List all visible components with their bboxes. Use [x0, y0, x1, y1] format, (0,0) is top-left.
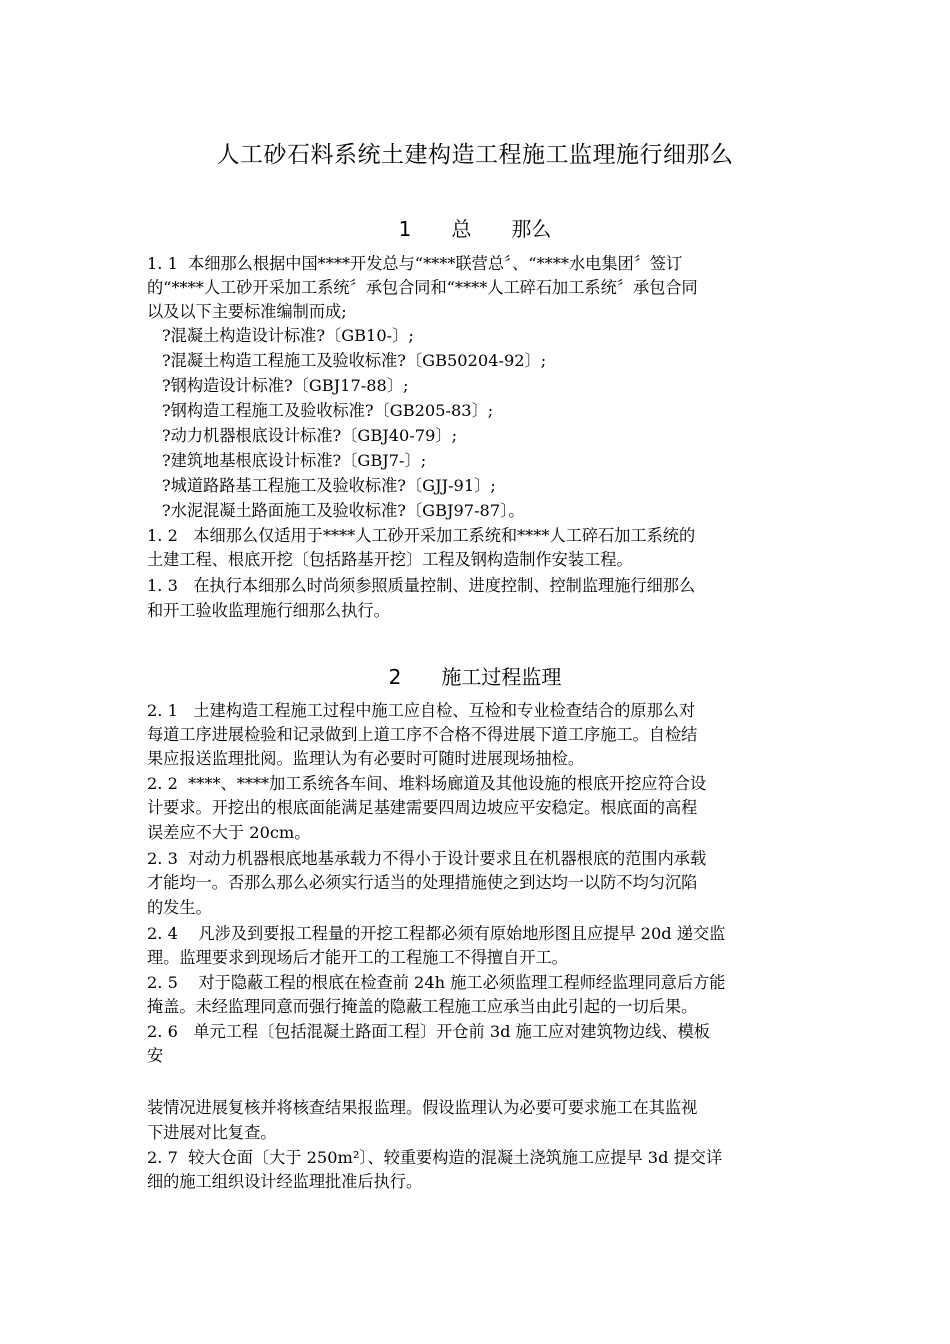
paragraph-line: 安 [147, 1046, 164, 1065]
paragraph-line: 细的施工组织设计经监理批准后执行。 [147, 1172, 423, 1191]
paragraph-line: 每道工序进展检验和记录做到上道工序不合格不得进展下道工序施工。自检结 [147, 725, 698, 744]
paragraph-line: 2. 5 对于隐蔽工程的根底在检查前 24h 施工必须监理工程师经监理同意后方能 [147, 973, 726, 992]
paragraph-line: 1. 3 在执行本细那么时尚须参照质量控制、进度控制、控制监理施行细那么 [147, 576, 696, 595]
paragraph-line: 的“****人工砂开采加工系统〞承包合同和“****人工碎石加工系统〞承包合同 [147, 278, 698, 297]
paragraph-line: 2. 1 土建构造工程施工过程中施工应自检、互检和专业检查结合的原那么对 [147, 701, 696, 720]
paragraph-line: 2. 2 ****、****加工系统各车间、堆料场廊道及其他设施的根底开挖应符合设 [147, 774, 707, 793]
paragraph-line: 2. 4 凡涉及到要报工程量的开挖工程都必须有原始地形图且应提早 20d 递交监 [147, 924, 726, 943]
paragraph-line: 1. 2 本细那么仅适用于****人工砂开采加工系统和****人工碎石加工系统的 [147, 526, 696, 545]
standard-list-item: ?混凝土构造设计标准?〔GB10-〕; [162, 326, 414, 345]
standard-list-item: ?水泥混凝土路面施工及验收标准?〔GBJ97-87〕。 [162, 501, 525, 520]
paragraph-line: 土建工程、根底开挖〔包括路基开挖〕工程及钢构造制作安装工程。 [147, 550, 633, 569]
paragraph-line: 果应报送监理批阅。监理认为有必要时可随时进展现场抽检。 [147, 749, 585, 768]
paragraph-line: 掩盖。未经监理同意而强行掩盖的隐蔽工程施工应承当由此引起的一切后果。 [147, 997, 698, 1016]
paragraph-line: 装情况进展复核并将核查结果报监理。假设监理认为必要可要求施工在其监视 [147, 1098, 698, 1117]
paragraph-line: 才能均一。否那么那么必须实行适当的处理措施使之到达均一以防不均匀沉陷 [147, 873, 698, 892]
paragraph-line: 理。监理要求到现场后才能开工的工程施工不得擅自开工。 [147, 948, 568, 967]
paragraph-line: 2. 7 较大仓面〔大于 250m²〕、较重要构造的混凝土浇筑施工应提早 3d 提交详 [147, 1148, 723, 1167]
paragraph-line: 和开工验收监理施行细那么执行。 [147, 601, 390, 620]
section-1-heading: 1 总 那么 [398, 217, 552, 241]
standard-list-item: ?城道路路基工程施工及验收标准?〔GJJ-91〕; [162, 476, 496, 495]
standard-list-item: ?钢构造工程施工及验收标准?〔GB205-83〕; [162, 401, 494, 420]
paragraph-line: 计要求。开挖出的根底面能满足基建需要四周边坡应平安稳定。根底面的高程 [147, 798, 698, 817]
paragraph-line: 下进展对比复查。 [147, 1123, 277, 1142]
standard-list-item: ?钢构造设计标准?〔GBJ17-88〕; [162, 376, 409, 395]
paragraph-line: 1. 1 本细那么根据中国****开发总与“****联营总〞、“****水电集团〞签订 [147, 254, 683, 273]
paragraph-line: 的发生。 [147, 898, 212, 917]
standard-list-item: ?动力机器根底设计标准?〔GBJ40-79〕; [162, 426, 458, 445]
document-title: 人工砂石料系统土建构造工程施工监理施行细那么 [216, 142, 734, 168]
paragraph-line: 2. 6 单元工程〔包括混凝土路面工程〕开仓前 3d 施工应对建筑物边线、模板 [147, 1022, 710, 1041]
paragraph-line: 2. 3 对动力机器根底地基承载力不得小于设计要求且在机器根底的范围内承载 [147, 849, 707, 868]
standard-list-item: ?建筑地基根底设计标准?〔GBJ7-〕; [162, 451, 427, 470]
paragraph-line: 误差应不大于 20cm。 [147, 823, 311, 842]
paragraph-line: 以及以下主要标准编制而成; [147, 302, 347, 321]
section-2-heading: 2 施工过程监理 [388, 665, 562, 689]
standard-list-item: ?混凝土构造工程施工及验收标准?〔GB50204-92〕; [162, 351, 547, 370]
